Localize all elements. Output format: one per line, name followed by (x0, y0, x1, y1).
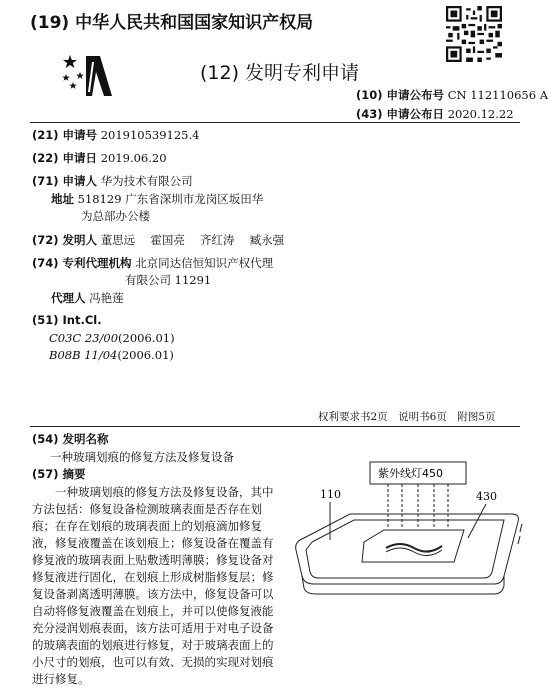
intcl-row-1 (49, 331, 175, 345)
address-label: 地址 (51, 192, 74, 206)
label-110: 110 (320, 488, 341, 501)
header-divider (30, 122, 520, 123)
abstract-line: 方法包括：修复设备检测玻璃表面是否存在划 (32, 502, 262, 516)
agent: 冯艳莲 (89, 291, 124, 305)
publication-date-row (356, 106, 514, 122)
abstract-line: 充分浸润划痕表面，该方法可适用于对电子设备 (32, 621, 274, 635)
document-type: (12) 发明专利申请 (200, 62, 360, 84)
address-line-2: 为总部办公楼 (81, 209, 150, 223)
agent-label: 代理人 (51, 291, 86, 305)
abstract-line: 修复液的玻璃表面上贴敷透明薄膜；修复设备对 (32, 553, 274, 567)
abstract-line: 修复液进行固化，在划痕上形成树脂修复层；修 (32, 570, 274, 584)
agency-row (32, 255, 273, 271)
applicant-row (32, 173, 193, 189)
abstract-line: 的玻璃表面的划痕进行修复，对于玻璃表面上的 (32, 638, 274, 652)
publication-date: 2020.12.22 (447, 107, 514, 121)
publication-number-label: (10) 申请公布号 (356, 88, 445, 102)
agency-line-2: 有限公司 11291 (125, 273, 212, 287)
intcl-2-version: (2006.01) (117, 348, 174, 362)
abstract-figure (290, 458, 530, 618)
intcl-label-text: (51) Int.Cl. (32, 313, 102, 327)
agency-line-1: 北京同达信恒知识产权代理 (135, 256, 274, 270)
application-number-label: (21) 申请号 (32, 128, 98, 142)
abstract-line: 痕；在存在划痕的玻璃表面上的划痕滴加修复 (32, 519, 262, 533)
office-name: (19) 中华人民共和国国家知识产权局 (30, 13, 314, 33)
intcl-row-2 (49, 348, 174, 362)
uv-lamp-label: 紫外线灯450 (378, 467, 443, 480)
abstract-line: 复设备剥离透明薄膜。该方法中，修复设备可以 (32, 587, 274, 601)
title-label: (54) 发明名称 (32, 432, 109, 446)
pages-info: 权利要求书2页 说明书6页 附图5页 (318, 411, 496, 423)
application-date-row (32, 150, 167, 166)
abstract-line: 小尺寸的划痕，也可以有效、无损的实现对划痕 (32, 655, 274, 669)
publication-number-row (356, 87, 548, 103)
agency-label: (74) 专利代理机构 (32, 256, 132, 270)
abstract-label: (57) 摘要 (32, 467, 86, 481)
cnipa-emblem-logo (62, 52, 120, 98)
film-area (362, 530, 464, 562)
invention-title: 一种玻璃划痕的修复方法及修复设备 (50, 450, 234, 464)
application-number-row (32, 127, 199, 143)
agent-row (51, 290, 124, 306)
address-row (51, 191, 263, 207)
application-date: 2019.06.20 (100, 151, 167, 165)
publication-date-label: (43) 申请公布日 (356, 107, 445, 121)
intcl-1-version: (2006.01) (118, 331, 175, 345)
applicant: 华为技术有限公司 (100, 174, 193, 188)
inventors-row (32, 232, 284, 248)
application-number: 201910539125.4 (100, 128, 200, 142)
abstract-line: 自动将修复液覆盖在划痕上，并可以使修复液能 (32, 604, 274, 618)
inventors-label: (72) 发明人 (32, 233, 98, 247)
address-line-1: 518129 广东省深圳市龙岗区坂田华 (77, 192, 264, 206)
qr-code-icon (446, 6, 502, 62)
intcl-1-code: C03C 23/00 (49, 331, 119, 345)
label-430: 430 (476, 490, 497, 503)
intcl-2-code: B08B 11/04 (49, 348, 118, 362)
abstract-line: 一种玻璃划痕的修复方法及修复设备，其中 (32, 485, 274, 499)
intcl-label (32, 313, 102, 327)
abstract-line: 液，修复液覆盖在该划痕上；修复设备在覆盖有 (32, 536, 274, 550)
abstract-line: 进行修复。 (32, 672, 90, 686)
publication-number: CN 112110656 A (447, 88, 548, 102)
body-divider (30, 426, 520, 427)
applicant-label: (71) 申请人 (32, 174, 98, 188)
inventors: 董思远 霍国亮 齐红涛 臧永强 (100, 233, 285, 247)
application-date-label: (22) 申请日 (32, 151, 98, 165)
